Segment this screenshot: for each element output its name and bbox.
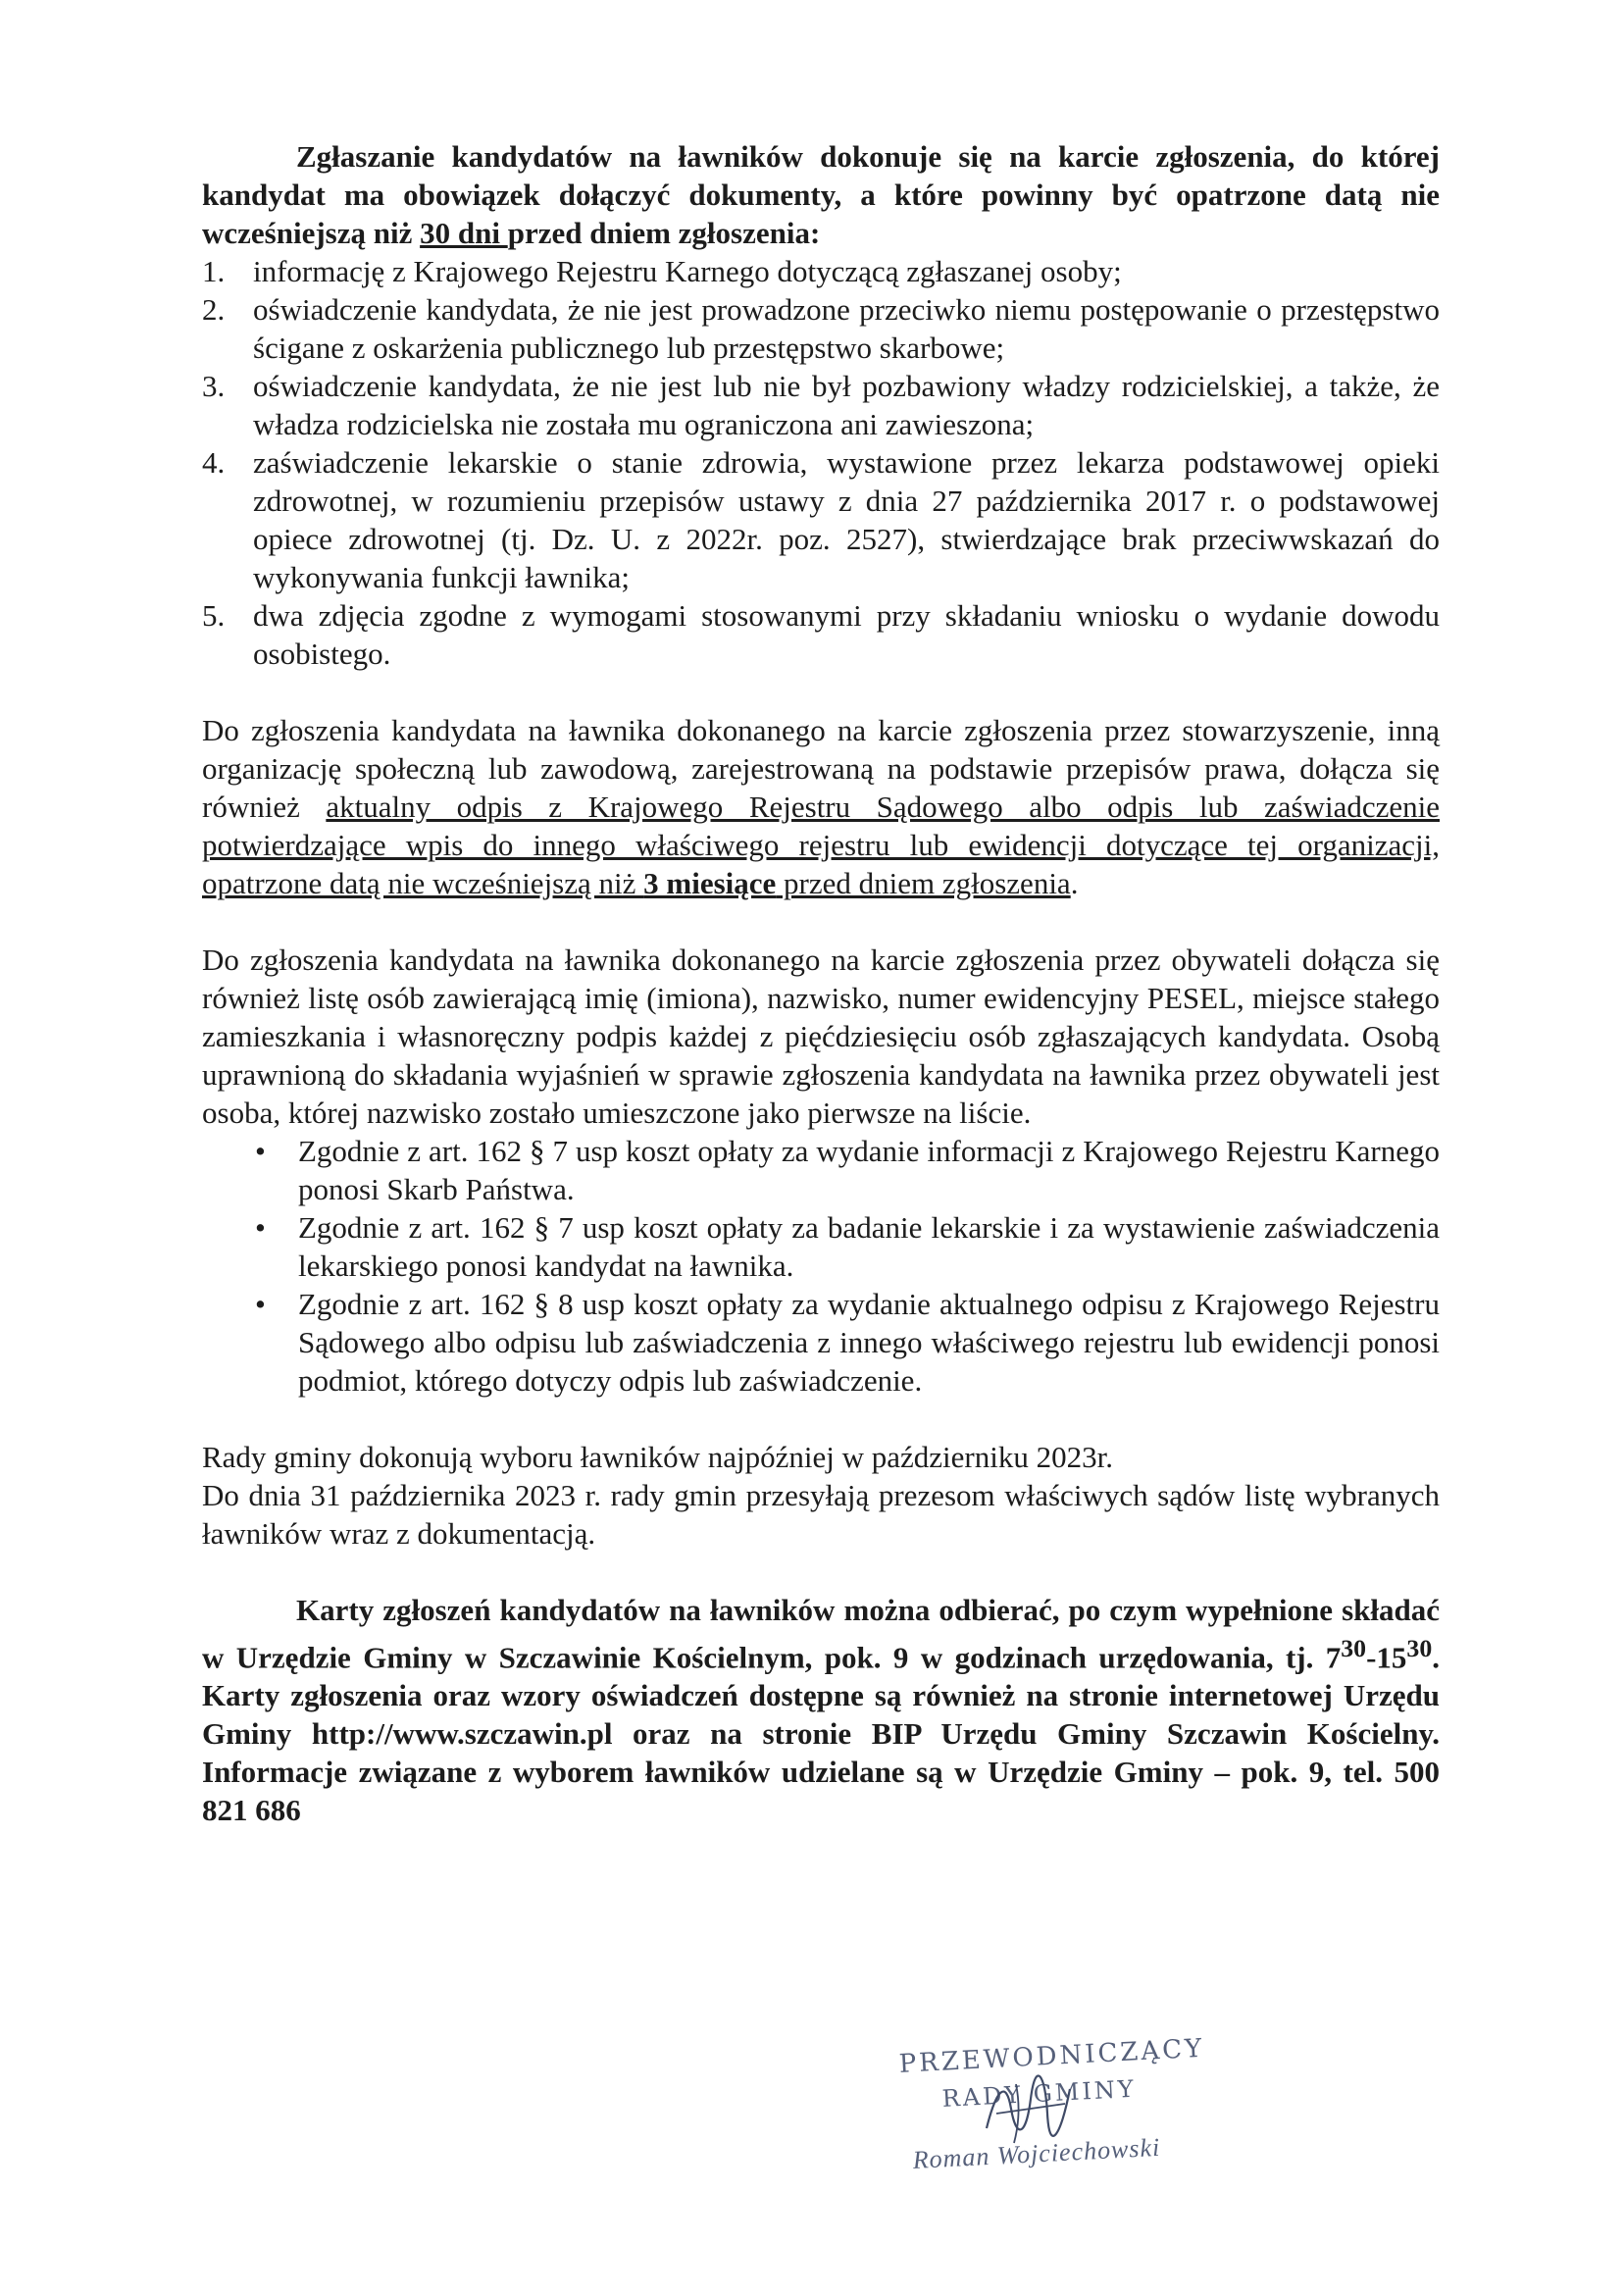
association-period: . xyxy=(1070,866,1079,900)
election-line-1: Rady gminy dokonują wyboru ławników najpóźniej w październiku 2023r. xyxy=(202,1440,1113,1474)
closing-text-a: Karty zgłoszeń kandydatów na ławników można odbierać, po czym wypełnione składać w Urzędzie Gminy w Szczawinie Kościelnym, pok. 9 w godzinach urzędowania, tj. 7 xyxy=(202,1593,1440,1675)
association-requirement-end: przed dniem zgłoszenia xyxy=(776,866,1071,900)
intro-text-a: Zgłaszanie kandydatów na ławników dokonuje się na karcie zgłoszenia, do której kandydat ma obowiązek dołączyć dokumenty, a które powinny być opatrzone datą nie wcześniejszą niż xyxy=(202,139,1440,250)
bullet-icon: • xyxy=(255,1134,266,1168)
list-item-text: Zgodnie z art. 162 § 7 usp koszt opłaty za wydanie informacji z Krajowego Rejestru Karnego ponosi Skarb Państwa. xyxy=(298,1134,1440,1206)
list-item-number: 4. xyxy=(202,445,226,480)
bullet-icon: • xyxy=(255,1287,266,1321)
citizens-paragraph: Do zgłoszenia kandydata na ławnika dokonanego na karcie zgłoszenia przez obywateli dołącza się również listę osób zawierającą imię (imiona), nazwisko, numer ewidencyjny PESEL, miejsce stałego zamieszkania i własnoręczny podpis każdej z pięćdziesięciu osób zgłaszających kandydata. Osobą uprawnioną do składania wyjaśnień w sprawie zgłoszenia kandydata na ławnika przez obywateli jest osoba, której nazwisko zostało umieszczone jako pierwsze na liście. xyxy=(202,943,1440,1130)
list-item-number: 2. xyxy=(202,292,226,327)
required-documents-list xyxy=(202,252,1440,673)
election-line-2: Do dnia 31 października 2023 r. rady gmin przesyłają prezesom właściwych sądów listę wybranych ławników wraz z dokumentacją. xyxy=(202,1478,1440,1551)
intro-text-b: przed dniem zgłoszenia: xyxy=(507,216,821,250)
association-paragraph xyxy=(202,711,1440,902)
list-item-number: 3. xyxy=(202,369,226,403)
list-item-text: Zgodnie z art. 162 § 8 usp koszt opłaty za wydanie aktualnego odpisu z Krajowego Rejestru Sądowego albo odpisu lub zaświadczenia z innego właściwego rejestru lub ewidencji ponosi podmiot, którego dotyczy odpis lub zaświadczenie. xyxy=(298,1287,1440,1398)
closing-paragraph xyxy=(202,1591,1440,1829)
costs-list xyxy=(202,1132,1440,1400)
list-item xyxy=(255,1285,1440,1400)
hours-end: -15 xyxy=(1366,1640,1407,1675)
stamp-name: Roman Wojciechowski xyxy=(912,2132,1161,2174)
list-item-text: dwa zdjęcia zgodne z wymogami stosowanymi przy składaniu wniosku o wydanie dowodu osobistego. xyxy=(253,598,1440,671)
hours-end-minutes: 30 xyxy=(1406,1634,1433,1662)
closing-text-b: . Karty zgłoszenia oraz wzory oświadczeń dostępne są również na stronie internetowej Urzędu Gminy http://www.szczawin.pl oraz na stronie BIP Urzędu Gminy Szczawin Kościelny. Informacje związane z wyborem ławników udzielane są w Urzędzie Gminy – pok. 9, tel. 500 821 686 xyxy=(202,1640,1440,1828)
stamp-subtitle: RADY GMINY xyxy=(941,2074,1138,2113)
list-item-text: zaświadczenie lekarskie o stanie zdrowia, wystawione przez lekarza podstawowej opieki zdrowotnej, w rozumieniu przepisów ustawy z dnia 27 października 2017 r. o podstawowej opiece zdrowotnej (tj. Dz. U. z 2022r. poz. 2527), stwierdzające brak przeciwwskazań do wykonywania funkcji ławnika; xyxy=(253,445,1440,594)
signature-stamp xyxy=(898,2033,1205,2197)
list-item-text: oświadczenie kandydata, że nie jest lub nie był pozbawiony władzy rodzicielskiej, a także, że władza rodzicielska nie została mu ograniczona ani zawieszona; xyxy=(253,369,1440,441)
bullet-icon: • xyxy=(255,1210,266,1245)
list-item xyxy=(202,443,1440,596)
list-item xyxy=(255,1208,1440,1285)
list-item-number: 5. xyxy=(202,598,226,633)
list-item xyxy=(255,1132,1440,1208)
association-text: Do zgłoszenia kandydata na ławnika dokonanego na karcie zgłoszenia przez stowarzyszenie, inną organizację społeczną lub zawodową, zarejestrowaną na podstawie przepisów prawa, dołącza się również xyxy=(202,713,1440,824)
document-body xyxy=(202,137,1440,1829)
intro-paragraph xyxy=(202,137,1440,252)
list-item-text: informację z Krajowego Rejestru Karnego dotyczącą zgłaszanej osoby; xyxy=(253,254,1122,288)
intro-deadline: 30 dni xyxy=(420,216,508,250)
association-deadline: 3 miesiące xyxy=(643,866,777,900)
list-item-number: 1. xyxy=(202,254,226,288)
list-item xyxy=(202,367,1440,443)
list-item-text: oświadczenie kandydata, że nie jest prowadzone przeciwko niemu postępowanie o przestępstwo ścigane z oskarżenia publicznego lub przestępstwo skarbowe; xyxy=(253,292,1440,365)
handwritten-signature-icon xyxy=(977,2069,1085,2148)
list-item xyxy=(202,290,1440,367)
stamp-title: PRZEWODNICZĄCY xyxy=(898,2033,1205,2079)
association-requirement-text: aktualny odpis z Krajowego Rejestru Sądowego albo odpis lub zaświadczenie potwierdzające wpis do innego właściwego rejestru lub ewidencji dotyczące tej organizacji, opatrzone datą nie wcześniejszą niż xyxy=(202,790,1440,900)
list-item-text: Zgodnie z art. 162 § 7 usp koszt opłaty za badanie lekarskie i za wystawienie zaświadczenia lekarskiego ponosi kandydat na ławnika. xyxy=(298,1210,1440,1283)
list-item xyxy=(202,252,1440,290)
association-requirement xyxy=(202,790,1440,900)
hours-start-minutes: 30 xyxy=(1341,1634,1367,1662)
list-item xyxy=(202,596,1440,673)
